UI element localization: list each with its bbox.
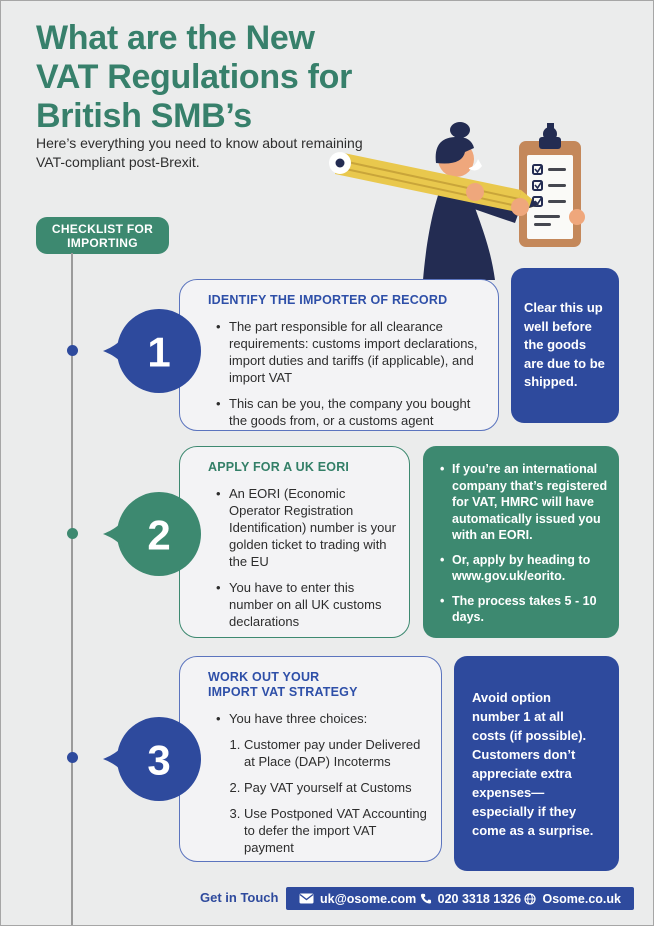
title-line-1: What are the New [36,19,315,57]
step-3-card [179,656,442,862]
hand [569,209,585,225]
step-2-bullet-2: • You have to enter this number on all UK customs declarations [229,579,397,630]
timeline-dot-2 [67,528,78,539]
email-link[interactable] [299,892,416,906]
get-in-touch-label: Get in Touch [200,890,279,905]
phone-link[interactable] [420,892,521,906]
step-1-marker [97,306,203,396]
page-title [36,19,352,136]
email-text: uk@osome.com [320,891,417,906]
globe-icon [524,893,536,905]
step-1-note-text: Clear this up well before the goods are due to be shipped. [524,300,605,390]
contact-bar [286,887,634,910]
page-subtitle: Here’s everything you need to know about remaining VAT-compliant post-Brexit. [36,135,363,170]
envelope-icon [299,893,314,904]
timeline-dot-1 [67,345,78,356]
step-1-bullet-2: • This can be you, the company you bought the goods from, or a customs agent [229,395,486,429]
step-3-choice-2: 2. Pay VAT yourself at Customs [244,779,429,796]
step-1-card [179,279,499,431]
step-3-choice-3: 3. Use Postponed VAT Accounting to defer the import VAT payment [244,805,429,856]
pencil-icon [329,152,539,212]
website-link[interactable] [524,892,621,906]
step-1-note-box [511,268,619,423]
step-2-heading: APPLY FOR A UK EORI [208,460,350,474]
hand [466,183,484,201]
title-line-3: British SMB’s [36,97,252,135]
step-2-bullet-1: • An EORI (Economic Operator Registration Identification) number is your golden ticket to trading with the EU [229,485,397,570]
step-2-note-bullet-3: • The process takes 5 - 10 days. [452,593,611,626]
step-2-note-bullet-2: • Or, apply by heading to www.gov.uk/eorito. [452,552,611,585]
step-2-note-bullet-1: • If you’re an international company that’s registered for VAT, HMRC will have automatically issued you with an EORI. [452,461,611,544]
checklist-badge: CHECKLIST FOR IMPORTING [36,217,169,254]
clipboard-icon [519,123,581,247]
step-3-note-text: Avoid option number 1 at all costs (if possible). Customers don’t appreciate extra expenses—especially if they come as a surprise. [472,689,594,838]
step-1-number: 1 [147,328,171,376]
timeline-dot-3 [67,752,78,763]
step-3-choice-1: 1. Customer pay under Delivered at Place (DAP) Incoterms [244,736,429,770]
website-text: Osome.co.uk [542,891,621,906]
title-line-2: VAT Regulations for [36,58,353,96]
step-3-bullet-1: • You have three choices: [229,710,429,727]
step-3-number: 3 [147,736,171,784]
step-1-bullet-1: • The part responsible for all clearance requirements: customs import declarations, import duties and tariffs (if applicable), and import VAT [229,318,486,386]
step-2-number: 2 [147,511,171,559]
step-3-note-box [454,656,619,871]
hand [511,198,529,216]
step-3-marker [97,714,203,804]
step-3-heading: WORK OUT YOUR IMPORT VAT STRATEGY [208,670,358,699]
man-with-pencil-clipboard-illustration [323,117,601,280]
step-2-card [179,446,410,638]
step-2-note-box [423,446,619,638]
step-2-marker [97,489,203,579]
phone-icon [420,893,432,905]
phone-text: 020 3318 1326 [437,891,522,906]
step-1-heading: IDENTIFY THE IMPORTER OF RECORD [208,293,448,307]
